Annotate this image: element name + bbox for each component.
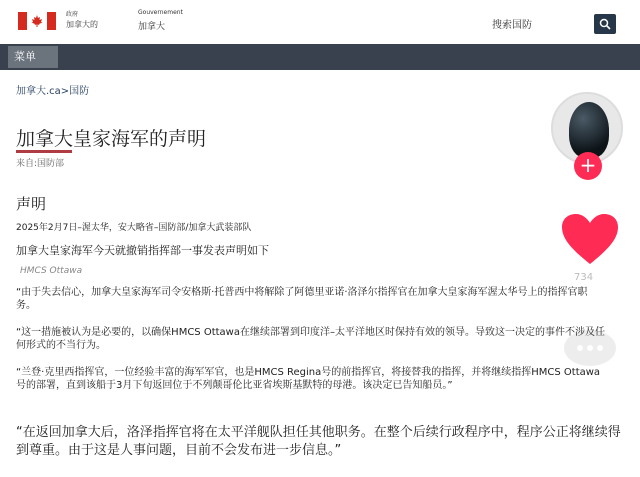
gov-label-fr2: 加拿大 bbox=[138, 22, 166, 32]
search-label[interactable]: 搜索国防 bbox=[492, 20, 532, 31]
like-count: 734 bbox=[574, 272, 594, 283]
search-button[interactable] bbox=[594, 14, 616, 34]
dateline: 2025年2月7日–渥太华，安大略省–国防部/加拿大武装部队 bbox=[16, 223, 252, 233]
statement-paragraph-4: “在返回加拿大后，洛泽指挥官将在太平洋舰队担任其他职务。在整个后续行政程序中，程序公正将继续得到尊重。由于这是人事问题，目前不会发布进一步信息。” bbox=[16, 425, 621, 458]
menu-button[interactable]: 菜单 bbox=[8, 46, 58, 68]
canada-flag-icon[interactable] bbox=[18, 12, 56, 30]
gov-label-zh: 加拿大的 bbox=[66, 20, 98, 29]
search-icon bbox=[599, 18, 611, 30]
gov-label-en: 政府 bbox=[66, 11, 79, 18]
statement-heading: 声明 bbox=[16, 195, 47, 213]
statement-paragraph-2: “这一措施被认为是必要的，以确保HMCS Ottawa在继续部署到印度洋–太平洋地区时保持有效的领导。导致这一决定的事件不涉及任何形式的不当行为。 bbox=[16, 327, 605, 351]
lead-paragraph: 加拿大皇家海军今天就撤销指挥部一事发表声明如下 bbox=[16, 244, 269, 257]
statement-paragraph-3: “兰登·克里西指挥官，一位经验丰富的海军军官，也是HMCS Regina号的前指挥官，将接替我的指挥，并将继续指挥HMCS Ottawa号的部署，直到该船于3月下旬返回位于不列颠哥伦比亚省埃斯基默特的母港。该决定已告知船员。” bbox=[16, 367, 601, 391]
heart-icon[interactable] bbox=[560, 212, 620, 266]
ship-caption: HMCS Ottawa bbox=[20, 266, 83, 276]
title-underline bbox=[16, 150, 72, 153]
source-label: 来自:国防部 bbox=[16, 159, 65, 169]
breadcrumb[interactable]: 加拿大.ca>国防 bbox=[16, 86, 90, 97]
follow-plus-icon[interactable]: + bbox=[574, 152, 602, 180]
gov-label-fr: Gouvernement bbox=[138, 9, 183, 16]
statement-paragraph-1: “由于失去信心，加拿大皇家海军司令安格斯·托普西中将解除了阿德里亚诺·洛泽尔指挥官在加拿大皇家海军渥太华号上的指挥官职务。 bbox=[16, 287, 588, 311]
page-title: 加拿大皇家海军的声明 bbox=[16, 128, 207, 150]
menu-bar bbox=[0, 44, 640, 70]
site-header bbox=[0, 0, 640, 44]
